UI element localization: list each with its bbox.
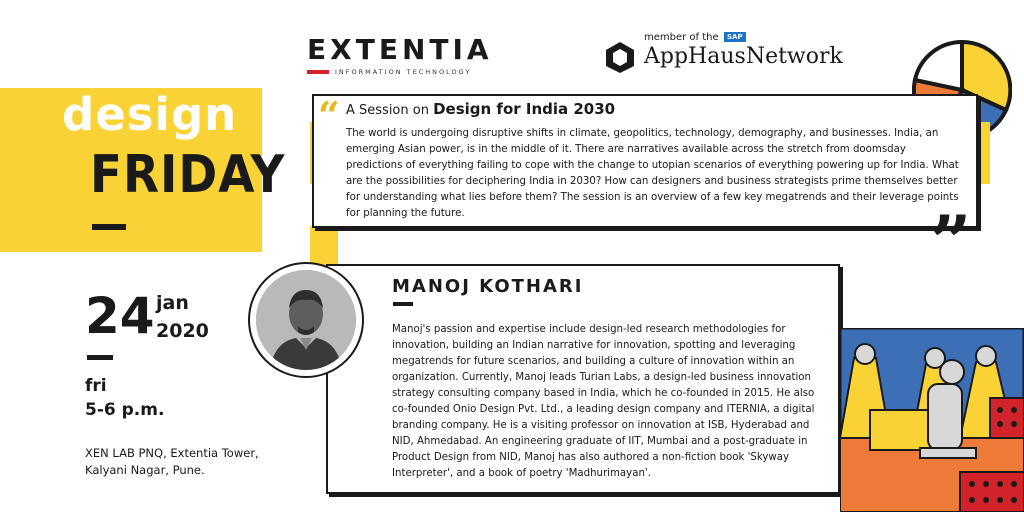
session-description: The world is undergoing disruptive shifts in climate, geopolitics, technology, demography, and businesses. India, an emerging Asian power, is in the middle of it. There are narratives available across the stretch from doomsday predictions of everything failing to cope with the change to utopian scenarios of everything powering up for India. What are the possibilities for deciphering India in 2030? How can designers and business strategists prime themselves better for understanding what lies before them? The session is an overview of a few key megatrends and their leverage points for planning the future. [346,128,959,219]
title-design: design [62,88,238,141]
event-year: 2020 [156,320,209,342]
apphaus-house-icon [604,40,636,74]
extentia-subline [307,68,517,76]
title-divider [92,224,126,230]
speaker-name: MANOJ KOTHARI [392,276,584,297]
session-heading [346,100,615,118]
speaker-portrait-icon [256,270,356,370]
apphaus-logo [604,32,854,78]
close-quote-icon: ” [930,199,972,284]
event-time: 5-6 p.m. [85,400,165,420]
venue-line-2: Kalyani Nagar, Pune. [85,463,205,477]
sap-badge: SAP [724,32,746,42]
apphaus-member-text: member of the [644,32,719,43]
speaker-divider [393,302,413,306]
event-venue [85,445,285,479]
extentia-logo [307,34,517,76]
event-day: 24 [85,287,155,345]
apphaus-network-name: AppHausNetwork [644,44,843,69]
event-weekday: fri [85,376,107,396]
session-prefix: A Session on [346,103,434,118]
avatar [256,270,356,370]
event-month: jan [156,292,189,314]
extentia-red-bar [307,70,329,74]
venue-line-1: XEN LAB PNQ, Extentia Tower, [85,446,259,460]
session-title: Design for India 2030 [433,100,616,118]
title-friday: FRIDAY [90,145,286,205]
date-divider [87,355,113,360]
extentia-tagline: INFORMATION TECHNOLOGY [335,68,472,76]
extentia-wordmark: EXTENTIA [307,33,493,66]
designers-illustration [840,328,1024,512]
open-quote-icon: “ [318,93,340,138]
speaker-bio: Manoj's passion and expertise include design-led research methodologies for innovation, building an Indian narrative for innovation, spotting and leveraging megatrends for future scenarios, and building a culture of innovation within an organization. Currently, Manoj leads Turian Labs, a design-led business innovation strategy consulting company based in India, which he co-founded in 2015. He also co-founded Onio Design Pvt. Ltd., a leading design company and ITERNIA, a digital branding company. He is a visiting professor on innovation at ISB, Hyderabad and NID, Ahmedabad. An engineering graduate of IIT, Mumbai and a post-graduate in Product Design from NID, Manoj has also authored a non-fiction book 'Skyway Interpreter', and a book of poetry 'Madhurimayan'. [392,324,815,479]
